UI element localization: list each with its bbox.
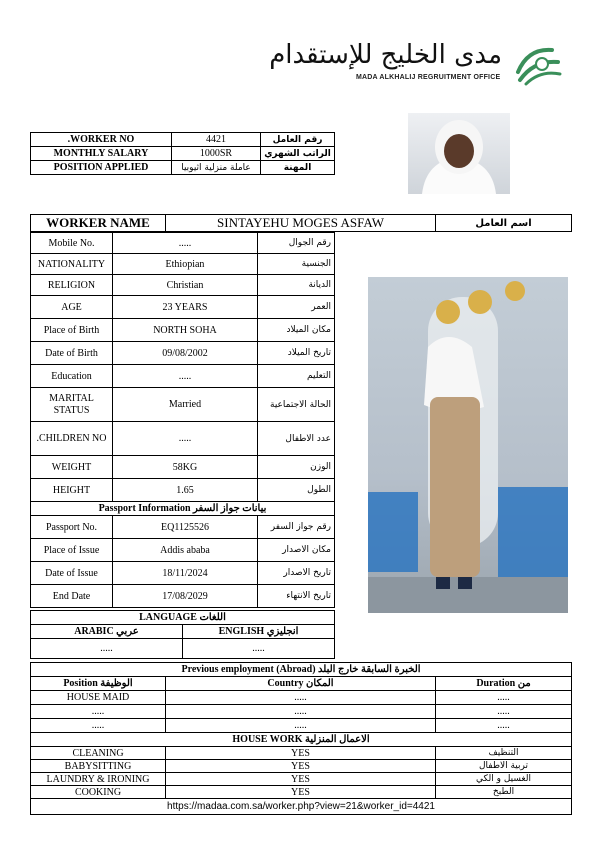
table-row bbox=[31, 799, 572, 815]
detail-label: Place of Birth bbox=[31, 319, 113, 342]
worker-details-table bbox=[30, 232, 335, 608]
employment-table bbox=[30, 662, 572, 815]
table-row bbox=[31, 773, 572, 786]
detail-label-ar: الطول bbox=[258, 479, 335, 502]
position-cell: ..... bbox=[31, 705, 166, 719]
portrait-figure-icon bbox=[408, 113, 510, 194]
monthly-salary-value: 1000SR bbox=[172, 147, 261, 161]
detail-label: Mobile No. bbox=[31, 233, 113, 254]
table-row bbox=[31, 422, 335, 456]
detail-label: Education bbox=[31, 365, 113, 388]
position-applied-label-ar: المهنة bbox=[261, 161, 335, 175]
passport-label-ar: مكان الاصدار bbox=[258, 539, 335, 562]
passport-label-ar: تاريخ الاصدار bbox=[258, 562, 335, 585]
detail-value: 1.65 bbox=[113, 479, 258, 502]
passport-label: Place of Issue bbox=[31, 539, 113, 562]
table-row bbox=[31, 342, 335, 365]
worker-name-label-ar: اسم العامل bbox=[436, 215, 572, 232]
housework-value: YES bbox=[166, 760, 436, 773]
full-body-figure-icon bbox=[368, 277, 568, 613]
worker-full-body-photo bbox=[368, 277, 568, 613]
passport-label: Passport No. bbox=[31, 516, 113, 539]
detail-label-ar: الجنسية bbox=[258, 254, 335, 275]
duration-cell: ..... bbox=[436, 719, 572, 733]
table-row bbox=[31, 388, 335, 422]
table-row bbox=[31, 479, 335, 502]
detail-label: HEIGHT bbox=[31, 479, 113, 502]
table-row bbox=[31, 516, 335, 539]
detail-value: ..... bbox=[113, 233, 258, 254]
duration-cell: ..... bbox=[436, 691, 572, 705]
logo-emblem-icon bbox=[512, 42, 564, 86]
table-row bbox=[31, 733, 572, 747]
detail-label-ar: مكان الميلاد bbox=[258, 319, 335, 342]
worker-no-label: .WORKER NO bbox=[31, 133, 172, 147]
passport-value: EQ1125526 bbox=[113, 516, 258, 539]
detail-value: 23 YEARS bbox=[113, 296, 258, 319]
detail-label-ar: تاريخ الميلاد bbox=[258, 342, 335, 365]
table-row bbox=[31, 585, 335, 608]
position-applied-label: POSITION APPLIED bbox=[31, 161, 172, 175]
housework-label: BABYSITTING bbox=[31, 760, 166, 773]
table-row bbox=[31, 147, 335, 161]
table-row bbox=[31, 254, 335, 275]
table-row bbox=[31, 719, 572, 733]
table-row bbox=[31, 663, 572, 677]
worker-no-value: 4421 bbox=[172, 133, 261, 147]
table-row bbox=[31, 215, 572, 232]
detail-label-ar: الحالة الاجتماعية bbox=[258, 388, 335, 422]
table-row bbox=[31, 562, 335, 585]
passport-label-ar: رقم جواز السفر bbox=[258, 516, 335, 539]
housework-label-ar: الطبخ bbox=[436, 786, 572, 799]
detail-label-ar: التعليم bbox=[258, 365, 335, 388]
position-cell: ..... bbox=[31, 719, 166, 733]
housework-section-title: HOUSE WORK الاعمال المنزلية bbox=[31, 733, 572, 747]
arabic-label: ARABIC عربي bbox=[31, 625, 183, 639]
detail-value: Ethiopian bbox=[113, 254, 258, 275]
table-row bbox=[31, 625, 335, 639]
monthly-salary-label: MONTHLY SALARY bbox=[31, 147, 172, 161]
housework-label: LAUNDRY & IRONING bbox=[31, 773, 166, 786]
detail-label: WEIGHT bbox=[31, 456, 113, 479]
detail-label-ar: الديانة bbox=[258, 275, 335, 296]
table-row bbox=[31, 677, 572, 691]
table-row bbox=[31, 691, 572, 705]
country-header: Country المكان bbox=[166, 677, 436, 691]
detail-label: AGE bbox=[31, 296, 113, 319]
passport-value: 18/11/2024 bbox=[113, 562, 258, 585]
detail-label-ar: الوزن bbox=[258, 456, 335, 479]
logo-arabic-text: مدى الخليج للإستقدام bbox=[269, 40, 502, 70]
table-row bbox=[31, 161, 335, 175]
detail-label-ar: رقم الجوال bbox=[258, 233, 335, 254]
table-row bbox=[31, 365, 335, 388]
duration-header: Duration من bbox=[436, 677, 572, 691]
worker-url-link[interactable]: https://madaa.com.sa/worker.php?view=21&worker_id=4421 bbox=[31, 799, 572, 815]
table-row bbox=[31, 611, 335, 625]
passport-value: Addis ababa bbox=[113, 539, 258, 562]
detail-value: 58KG bbox=[113, 456, 258, 479]
worker-name-table bbox=[30, 214, 572, 232]
detail-value: Married bbox=[113, 388, 258, 422]
housework-label: COOKING bbox=[31, 786, 166, 799]
passport-value: 17/08/2029 bbox=[113, 585, 258, 608]
country-cell: ..... bbox=[166, 705, 436, 719]
detail-label: .CHILDREN NO bbox=[31, 422, 113, 456]
housework-label-ar: التنظيف bbox=[436, 747, 572, 760]
worker-portrait-photo bbox=[408, 113, 510, 194]
housework-label-ar: الغسيل و الكي bbox=[436, 773, 572, 786]
table-row bbox=[31, 319, 335, 342]
table-row bbox=[31, 275, 335, 296]
detail-value: ..... bbox=[113, 365, 258, 388]
table-row bbox=[31, 760, 572, 773]
detail-value: NORTH SOHA bbox=[113, 319, 258, 342]
table-row bbox=[31, 133, 335, 147]
housework-label-ar: تربية الاطفال bbox=[436, 760, 572, 773]
country-cell: ..... bbox=[166, 691, 436, 705]
table-row bbox=[31, 296, 335, 319]
english-label: ENGLISH انجليزي bbox=[183, 625, 335, 639]
table-row bbox=[31, 233, 335, 254]
detail-value: 09/08/2002 bbox=[113, 342, 258, 365]
duration-cell: ..... bbox=[436, 705, 572, 719]
position-cell: HOUSE MAID bbox=[31, 691, 166, 705]
table-row bbox=[31, 539, 335, 562]
position-applied-value: عاملة منزلية اثيوبيا bbox=[172, 161, 261, 175]
worker-name-label: WORKER NAME bbox=[31, 215, 166, 232]
table-row bbox=[31, 502, 335, 516]
detail-label: Date of Birth bbox=[31, 342, 113, 365]
position-header: Position الوظيفة bbox=[31, 677, 166, 691]
housework-value: YES bbox=[166, 747, 436, 760]
table-row bbox=[31, 705, 572, 719]
passport-section-title: Passport Information بيانات جواز السفر bbox=[31, 502, 335, 516]
monthly-salary-label-ar: الراتب الشهري bbox=[261, 147, 335, 161]
worker-summary-table bbox=[30, 132, 335, 175]
language-section-title: LANGUAGE اللغات bbox=[31, 611, 335, 625]
passport-label: Date of Issue bbox=[31, 562, 113, 585]
worker-name-value: SINTAYEHU MOGES ASFAW bbox=[166, 215, 436, 232]
table-row bbox=[31, 456, 335, 479]
detail-label: NATIONALITY bbox=[31, 254, 113, 275]
detail-value: ..... bbox=[113, 422, 258, 456]
housework-label: CLEANING bbox=[31, 747, 166, 760]
passport-label-ar: تاريخ الانتهاء bbox=[258, 585, 335, 608]
housework-value: YES bbox=[166, 773, 436, 786]
english-value: ..... bbox=[183, 639, 335, 659]
housework-value: YES bbox=[166, 786, 436, 799]
worker-no-label-ar: رقم العامل bbox=[261, 133, 335, 147]
passport-label: End Date bbox=[31, 585, 113, 608]
table-row bbox=[31, 786, 572, 799]
detail-value: Christian bbox=[113, 275, 258, 296]
country-cell: ..... bbox=[166, 719, 436, 733]
detail-label-ar: العمر bbox=[258, 296, 335, 319]
detail-label: RELIGION bbox=[31, 275, 113, 296]
logo-english-text: MADA ALKHALIJ REGRUITMENT OFFICE bbox=[356, 74, 501, 81]
arabic-value: ..... bbox=[31, 639, 183, 659]
detail-label-ar: عدد الاطفال bbox=[258, 422, 335, 456]
language-table bbox=[30, 610, 335, 659]
employment-section-title: Previous employment (Abroad) الخبرة السابقة خارج البلد bbox=[31, 663, 572, 677]
logo bbox=[269, 40, 567, 90]
detail-label: MARITAL STATUS bbox=[31, 388, 113, 422]
table-row bbox=[31, 639, 335, 659]
table-row bbox=[31, 747, 572, 760]
